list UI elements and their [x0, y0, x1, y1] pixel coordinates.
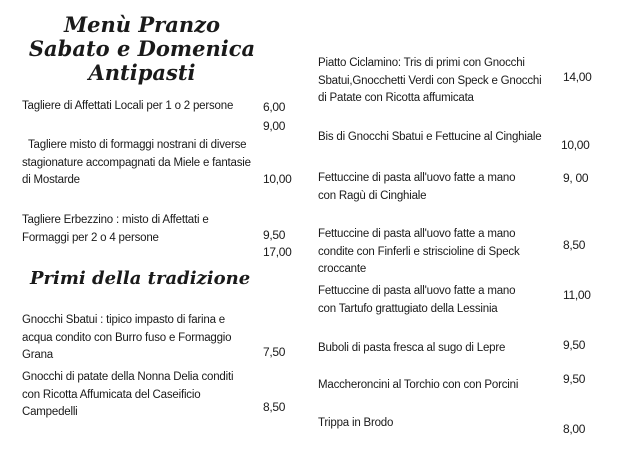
antipasto-price: 9,50 — [263, 228, 286, 242]
primo-item: Trippa in Brodo — [318, 417, 394, 429]
primo-item: Gnocchi di patate della Nonna Delia conditi con Ricotta Affumicata del Caseificio Campedelli — [22, 371, 234, 418]
primo-price: 8,00 — [563, 422, 586, 436]
antipasto-price: 6,00 — [263, 100, 286, 114]
antipasto-price-alt: 9,00 — [263, 119, 286, 133]
primo-item: Fettuccine di pasta all'uovo fatte a mano con Ragù di Cinghiale — [318, 172, 516, 202]
antipasto-item: Tagliere di Affettati Locali per 1 o 2 persone — [22, 100, 234, 112]
menu-subtitle: Sabato e Domenica — [28, 36, 256, 61]
primo-item: Fettuccine di pasta all'uovo fatte a mano condite con Finferli e striscioline di Speck croccante — [318, 228, 520, 275]
section-title-primi: Primi della tradizione — [30, 268, 251, 289]
primo-price: 8,50 — [563, 238, 586, 252]
primo-price: 8,50 — [263, 400, 286, 414]
antipasto-item: Tagliere misto di formaggi nostrani di diverse stagionature accompagnati da Miele e fantasie di Mostarde — [22, 139, 251, 186]
section-title-antipasti: Antipasti — [88, 60, 196, 85]
primo-item: Gnocchi Sbatui : tipico impasto di farina e acqua condito con Burro fuso e Formaggio Grana — [22, 314, 232, 361]
antipasto-price-alt: 17,00 — [263, 245, 292, 259]
primo-item: Fettuccine di pasta all'uovo fatte a mano con Tartufo grattugiato della Lessinia — [318, 285, 516, 315]
primo-price: 7,50 — [263, 345, 286, 359]
primo-price: 9,50 — [563, 338, 586, 352]
antipasto-item: Tagliere Erbezzino : misto di Affettati e Formaggi per 2 o 4 persone — [22, 214, 209, 244]
primo-item: Maccheroncini al Torchio con con Porcini — [318, 379, 519, 391]
menu-title: Menù Pranzo — [63, 12, 221, 37]
primo-price: 14,00 — [563, 70, 592, 84]
primo-price: 9,50 — [563, 372, 586, 386]
primo-item: Bis di Gnocchi Sbatui e Fettucine al Cinghiale — [318, 131, 542, 143]
primo-item: Piatto Ciclamino: Tris di primi con Gnocchi Sbatui,Gnocchetti Verdi con Speck e Gnocchi di Patate con Ricotta affumicata — [318, 57, 542, 104]
antipasto-price: 10,00 — [263, 172, 292, 186]
primo-item: Buboli di pasta fresca al sugo di Lepre — [318, 342, 506, 354]
primo-price: 10,00 — [561, 138, 590, 152]
primo-price: 11,00 — [563, 288, 591, 302]
primo-price: 9, 00 — [563, 171, 589, 185]
